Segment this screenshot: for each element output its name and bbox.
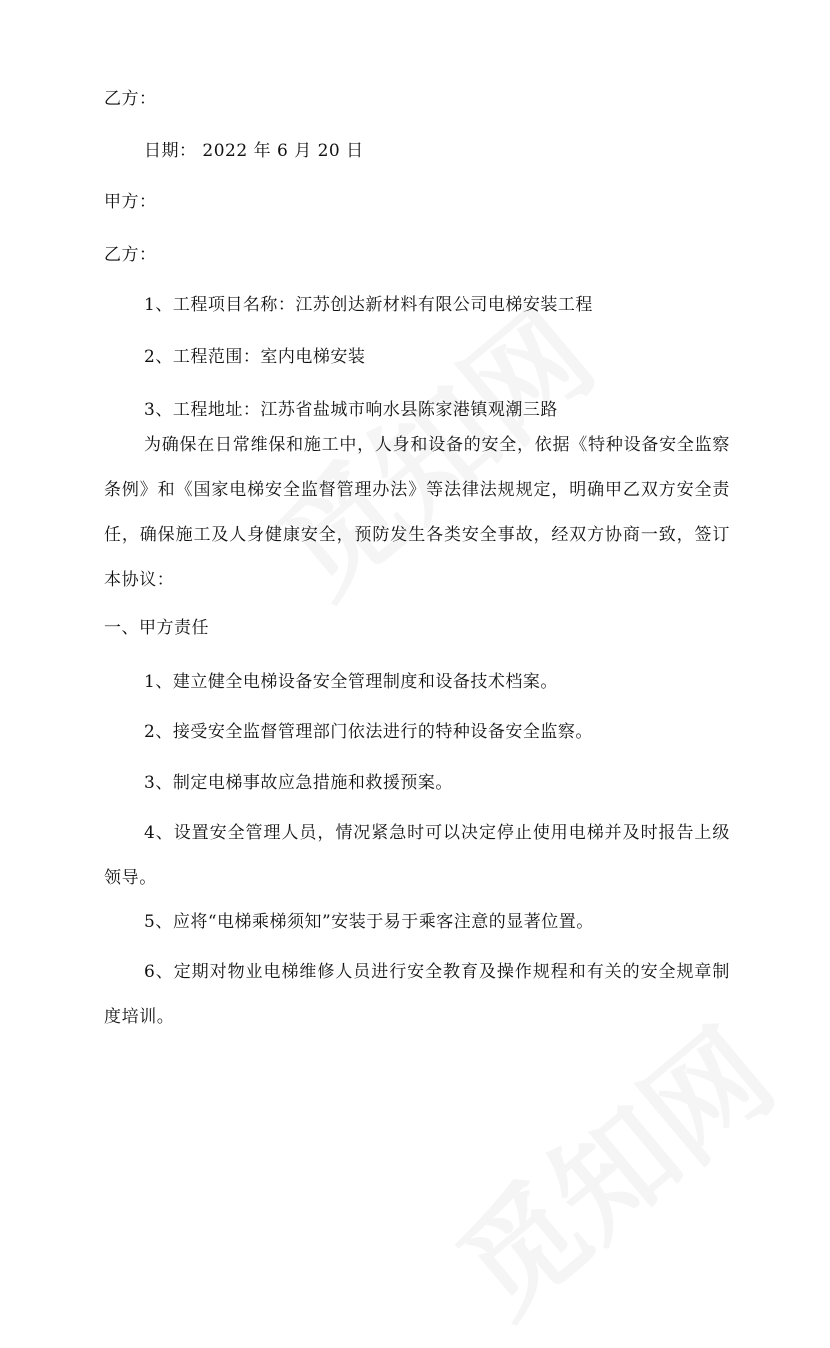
party-b-label: 乙方：	[104, 245, 157, 265]
list-item: 4、设置安全管理人员，情况紧急时可以决定停止使用电梯并及时报告上级领导。	[104, 823, 730, 888]
project-name: 1、工程项目名称：江苏创达新材料有限公司电梯安装工程	[144, 295, 593, 315]
date-line: 日期： 2022 年 6 月 20 日	[144, 141, 364, 161]
project-scope: 2、工程范围：室内电梯安装	[144, 347, 366, 367]
intro-paragraph: 为确保在日常维保和施工中，人身和设备的安全，依据《特种设备安全监察条例》和《国家电梯安全监督管理办法》等法律法规规定，明确甲乙双方安全责任，确保施工及人身健康安全，预防发生各类安全事故，经双方协商一致，签订本协议：	[104, 435, 730, 590]
list-item: 2、接受安全监督管理部门依法进行的特种设备安全监察。	[144, 722, 593, 742]
list-item: 1、建立健全电梯设备安全管理制度和设备技术档案。	[144, 672, 558, 692]
list-item: 6、定期对物业电梯维修人员进行安全教育及操作规程和有关的安全规章制度培训。	[104, 962, 730, 1027]
party-a-label: 甲方：	[104, 192, 157, 212]
section-heading-party-a: 一、甲方责任	[104, 618, 209, 638]
party-b-label-top: 乙方：	[104, 89, 157, 109]
list-item: 5、应将“电梯乘梯须知”安装于易于乘客注意的显著位置。	[144, 912, 594, 932]
project-address: 3、工程地址：江苏省盐城市响水县陈家港镇观潮三路	[144, 400, 558, 420]
list-item: 3、制定电梯事故应急措施和救援预案。	[144, 773, 453, 793]
